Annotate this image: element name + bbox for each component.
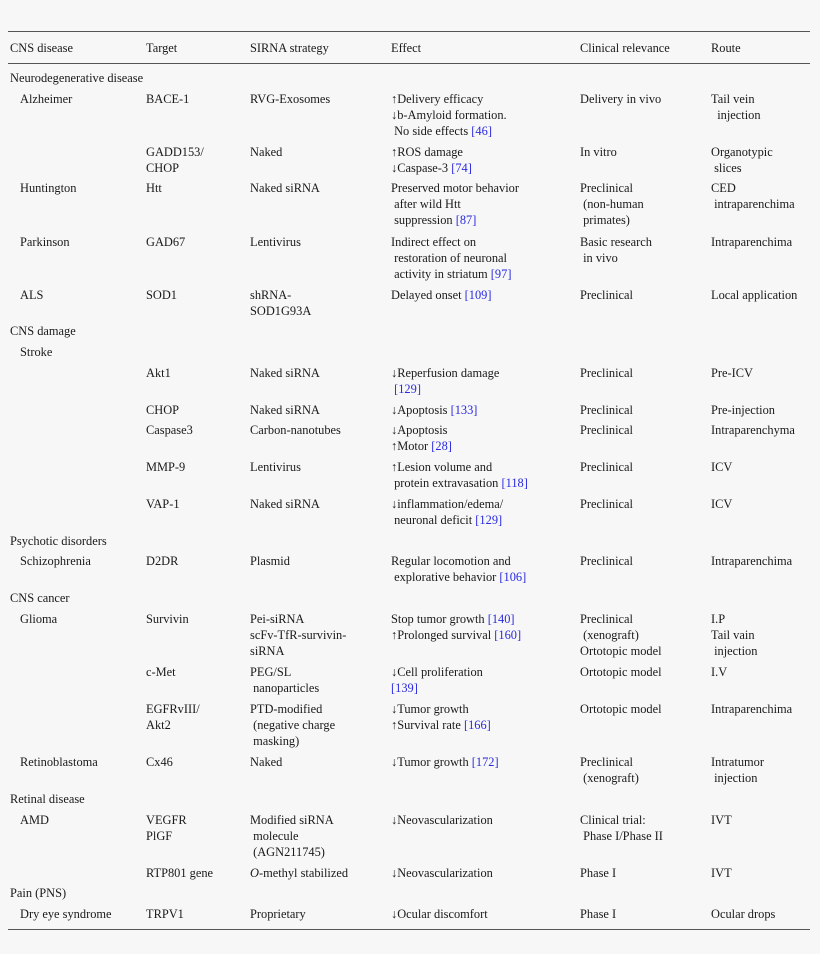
header-disease: CNS disease [10,41,73,55]
target-cell: GADD153/ [146,145,204,159]
route-cell: slices [711,161,742,175]
clinical-cell: Ortotopic model [580,702,662,716]
strategy-text: molecule [250,829,299,843]
citation-link[interactable]: [106] [499,570,527,584]
strategy-cell [250,611,304,627]
disease-cell: Huntington [20,181,77,195]
target-cell: Akt1 [146,366,171,380]
effect-text: suppression [391,213,456,227]
effect-text: ↑Prolonged survival [391,628,495,642]
strategy-cell [250,828,299,844]
header-clinical: Clinical relevance [580,41,670,55]
citation-link[interactable]: [140] [487,612,515,626]
strategy-cell [250,664,291,680]
citation-link[interactable]: [139] [391,681,418,695]
strategy-cell [250,844,325,860]
effect-cell [391,664,483,680]
header-effect: Effect [391,41,422,55]
effect-text: ↓Neovascularization [391,813,493,827]
effect-cell [391,717,491,733]
effect-cell [391,123,492,139]
strategy-cell [250,754,282,770]
target-cell: Cx46 [146,755,173,769]
target-cell: EGFRvIII/ [146,702,200,716]
target-cell: c-Met [146,665,176,679]
group-heading: CNS cancer [10,591,70,605]
route-cell: Local application [711,288,798,302]
effect-cell [391,754,499,770]
effect-cell [391,160,472,176]
strategy-cell [250,865,348,881]
effect-text: ↓inflammation/edema/ [391,497,504,511]
strategy-cell [250,680,319,696]
citation-link[interactable]: [87] [455,213,477,227]
target-cell: GAD67 [146,235,186,249]
target-cell: CHOP [146,161,180,175]
route-cell: intraparenchima [711,197,795,211]
strategy-text: Naked siRNA [250,403,320,417]
route-cell: Intratumor [711,755,764,769]
effect-cell [391,865,493,881]
clinical-cell: Preclinical [580,366,633,380]
strategy-text: shRNA- [250,288,292,302]
route-cell: injection [711,644,758,658]
strategy-text: Naked [250,755,283,769]
strategy-text: masking) [250,734,300,748]
strategy-cell [250,91,330,107]
effect-cell [391,266,511,282]
route-cell: Pre-ICV [711,366,753,380]
effect-text: Indirect effect on [391,235,477,249]
citation-link[interactable]: [74] [451,161,472,175]
citation-link[interactable]: [160] [494,628,522,642]
effect-text: Stop tumor growth [391,612,488,626]
effect-cell [391,475,528,491]
header-rule [8,63,810,64]
route-cell: injection [711,771,758,785]
route-cell: Tail vain [711,628,755,642]
effect-cell [391,553,511,569]
header-route: Route [711,41,741,55]
strategy-text: Plasmid [250,554,290,568]
effect-cell [391,250,507,266]
effect-cell [391,91,483,107]
strategy-text: PTD-modified [250,702,323,716]
route-cell: Organotypic [711,145,773,159]
effect-cell [391,365,499,381]
effect-text: ↓Cell proliferation [391,665,483,679]
strategy-text: Naked [250,145,283,159]
clinical-cell: Delivery in vivo [580,92,662,106]
strategy-text: nanoparticles [250,681,320,695]
effect-text: Delayed onset [391,288,465,302]
citation-link[interactable]: [166] [463,718,491,732]
strategy-text: SOD1G93A [250,304,312,318]
target-cell: MMP-9 [146,460,186,474]
clinical-cell: Preclinical [580,497,633,511]
target-cell: RTP801 gene [146,866,214,880]
clinical-cell: primates) [580,213,630,227]
effect-text: activity in striatum [391,267,491,281]
citation-link[interactable]: [46] [471,124,492,138]
effect-cell [391,402,477,418]
route-cell: ICV [711,497,733,511]
disease-cell: Dry eye syndrome [20,907,112,921]
strategy-text: (negative charge [250,718,336,732]
effect-text: explorative behavior [391,570,500,584]
effect-text: ↓b-Amyloid formation. [391,108,507,122]
strategy-cell [250,733,299,749]
disease-cell: Glioma [20,612,58,626]
effect-cell [391,569,526,585]
route-cell: Intraparenchima [711,554,793,568]
effect-text: ↑Survival rate [391,718,464,732]
target-cell: CHOP [146,403,180,417]
effect-text: restoration of neuronal [391,251,507,265]
effect-text: ↓Tumor growth [391,755,472,769]
clinical-cell: Preclinical [580,288,633,302]
strategy-text: (AGN211745) [250,845,325,859]
effect-text: Preserved motor behavior [391,181,519,195]
group-heading: CNS damage [10,324,76,338]
route-cell: I.P [711,612,726,626]
route-cell: CED [711,181,736,195]
clinical-cell: Phase I [580,866,617,880]
citation-link[interactable]: [97] [490,267,512,281]
effect-text: ↓Neovascularization [391,866,493,880]
effect-text: No side effects [391,124,472,138]
header-target: Target [146,41,178,55]
effect-cell [391,212,476,228]
effect-text: ↓Ocular discomfort [391,907,488,921]
strategy-cell [250,234,301,250]
disease-cell: ALS [20,288,44,302]
effect-cell [391,812,493,828]
target-cell: VAP-1 [146,497,180,511]
effect-text: ↑Delivery efficacy [391,92,484,106]
disease-cell: AMD [20,813,49,827]
target-cell: Caspase3 [146,423,193,437]
citation-link[interactable]: [129] [475,513,503,527]
disease-cell: Alzheimer [20,92,73,106]
target-cell: BACE-1 [146,92,190,106]
effect-cell [391,422,447,438]
strategy-text: Carbon-nanotubes [250,423,341,437]
effect-cell [391,906,488,922]
strategy-text: Lentivirus [250,235,301,249]
strategy-cell [250,365,320,381]
target-cell: D2DR [146,554,179,568]
effect-text: ↓Caspase-3 [391,161,452,175]
clinical-cell: (xenograft) [580,771,639,785]
strategy-text: -methyl stabilized [258,866,349,880]
strategy-cell [250,496,320,512]
strategy-cell [250,906,306,922]
disease-cell: Parkinson [20,235,70,249]
strategy-text: Proprietary [250,907,306,921]
target-cell: VEGFR [146,813,187,827]
disease-cell: Retinoblastoma [20,755,98,769]
route-cell: Intraparenchima [711,702,793,716]
clinical-cell: Phase I [580,907,617,921]
route-cell: ICV [711,460,733,474]
strategy-prefix: O [250,866,259,880]
clinical-cell: in vivo [580,251,618,265]
clinical-cell: (xenograft) [580,628,639,642]
effect-text: ↑Lesion volume and [391,460,493,474]
strategy-text: Modified siRNA [250,813,334,827]
effect-text: after wild Htt [391,197,461,211]
strategy-text: Naked siRNA [250,366,320,380]
route-cell: IVT [711,866,732,880]
strategy-cell [250,287,291,303]
effect-cell [391,144,463,160]
citation-link[interactable]: [133] [450,403,478,417]
effect-text: neuronal deficit [391,513,476,527]
strategy-cell [250,812,334,828]
strategy-cell [250,701,322,717]
effect-cell [391,180,519,196]
target-cell: Htt [146,181,162,195]
group-heading: Neurodegenerative disease [10,71,144,85]
effect-text: ↓Reperfusion damage [391,366,500,380]
group-heading: Psychotic disorders [10,534,107,548]
clinical-cell: In vitro [580,145,617,159]
effect-cell [391,496,503,512]
target-cell: TRPV1 [146,907,184,921]
header-strategy: SIRNA strategy [250,41,329,55]
effect-cell [391,680,418,696]
clinical-cell: Clinical trial: [580,813,646,827]
strategy-text: Lentivirus [250,460,301,474]
citation-link[interactable]: [129] [394,382,421,396]
effect-text: ↑Motor [391,439,432,453]
bottom-rule [8,929,810,930]
clinical-cell: Phase I/Phase II [580,829,663,843]
clinical-cell: Preclinical [580,612,633,626]
clinical-cell: Preclinical [580,423,633,437]
clinical-cell: Ortotopic model [580,665,662,679]
clinical-cell: Preclinical [580,755,633,769]
strategy-text: PEG/SL [250,665,292,679]
effect-cell [391,611,515,627]
citation-link[interactable]: [118] [501,476,528,490]
citation-link[interactable]: [28] [431,439,452,453]
top-rule [8,31,810,32]
effect-cell [391,234,476,250]
strategy-cell [250,144,282,160]
effect-cell [391,287,491,303]
strategy-cell [250,627,346,643]
strategy-cell [250,459,301,475]
effect-cell [391,459,492,475]
effect-text: ↑ROS damage [391,145,463,159]
group-heading: Pain (PNS) [10,886,67,900]
clinical-cell: Preclinical [580,460,633,474]
disease-cell: Stroke [20,345,53,359]
effect-text: protein extravasation [391,476,502,490]
clinical-cell: Ortotopic model [580,644,662,658]
strategy-text: Naked siRNA [250,497,320,511]
target-cell: PlGF [146,829,173,843]
effect-cell [391,438,452,454]
route-cell: Pre-injection [711,403,775,417]
strategy-text: Pei-siRNA [250,612,305,626]
clinical-cell: Preclinical [580,554,633,568]
route-cell: Intraparenchima [711,235,793,249]
strategy-text: scFv-TfR-survivin- [250,628,347,642]
effect-cell [391,627,521,643]
group-heading: Retinal disease [10,792,85,806]
strategy-text: RVG-Exosomes [250,92,331,106]
citation-link[interactable]: [172] [471,755,499,769]
target-cell: Survivin [146,612,189,626]
target-cell: Akt2 [146,718,171,732]
strategy-cell [250,553,290,569]
effect-text: Regular locomotion and [391,554,511,568]
effect-text: ↓Apoptosis [391,403,451,417]
clinical-cell: Preclinical [580,181,633,195]
disease-cell: Schizophrenia [20,554,91,568]
effect-cell [391,701,469,717]
effect-text: ↓Apoptosis [391,423,448,437]
strategy-cell [250,422,341,438]
effect-cell [391,512,502,528]
clinical-cell: Preclinical [580,403,633,417]
strategy-cell [250,303,311,319]
clinical-cell: (non-human [580,197,644,211]
route-cell: Ocular drops [711,907,776,921]
effect-cell [391,196,461,212]
route-cell: IVT [711,813,732,827]
strategy-cell [250,643,284,659]
effect-cell [391,381,421,397]
route-cell: I.V [711,665,728,679]
strategy-cell [250,180,320,196]
effect-cell [391,107,507,123]
strategy-cell [250,717,335,733]
strategy-text: Naked siRNA [250,181,320,195]
strategy-cell [250,402,320,418]
route-cell: injection [711,108,761,122]
route-cell: Intraparenchyma [711,423,795,437]
strategy-text: siRNA [250,644,285,658]
target-cell: SOD1 [146,288,177,302]
clinical-cell: Basic research [580,235,652,249]
route-cell: Tail vein [711,92,755,106]
effect-text: ↓Tumor growth [391,702,469,716]
citation-link[interactable]: [109] [464,288,492,302]
